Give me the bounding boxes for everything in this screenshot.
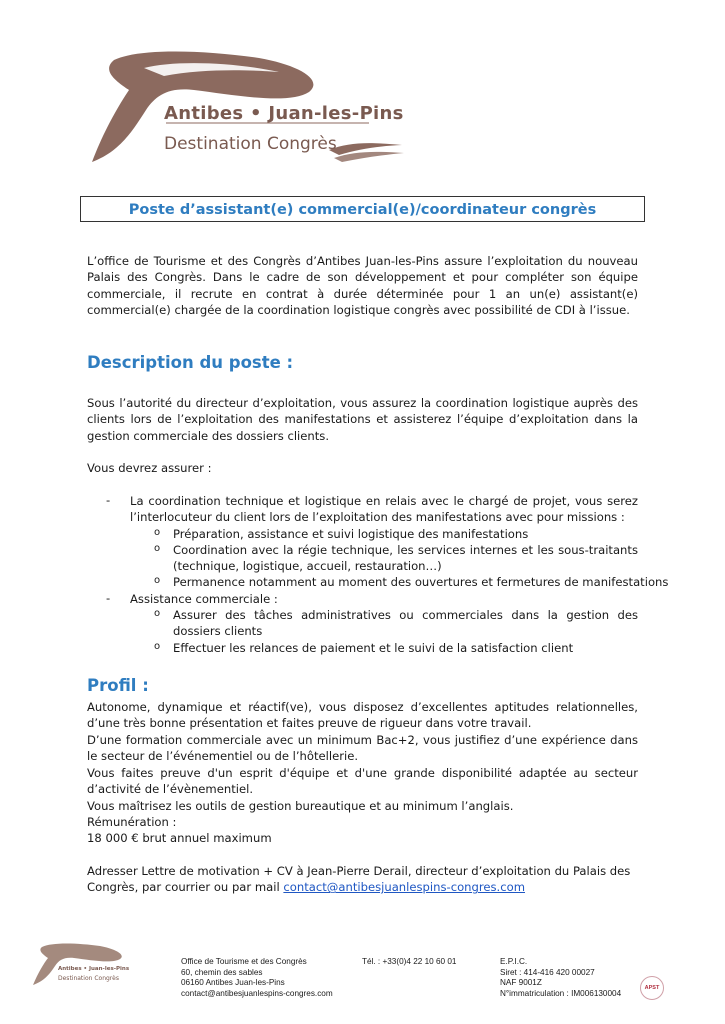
bullet-circle: o [154, 608, 161, 619]
intro-paragraph: L’office de Tourisme et des Congrès d’Antibes Juan-les-Pins assure l’exploitation du nouveau Palais des Congrès. Dans le cadre de son développement et pour compléter son équipe commerciale, il recrute en contrat à durée déterminée pour 1 an un(e) assistant(e) commercial(e) chargée de la coordination logistique congrès avec possibilité de CDI à l’issue. [87, 254, 638, 317]
apst-badge: APST [640, 976, 664, 1000]
footer-phone: Tél. : +33(0)4 22 10 60 01 [362, 957, 457, 966]
sub-list-item: Permanence notamment au moment des ouvertures et fermetures de manifestations [173, 575, 669, 589]
logo-line-1: Antibes • Juan-les-Pins [164, 103, 404, 124]
sub-list-item: Assurer des tâches administratives ou commerciales dans la gestion des dossiers clients [173, 608, 638, 639]
description-lead: Vous devrez assurer : [87, 461, 212, 475]
sub-list-item: Préparation, assistance et suivi logistique des manifestations [173, 527, 529, 541]
list-item: Assistance commerciale : [130, 592, 278, 606]
bullet-circle: o [154, 641, 161, 652]
footer-status: E.P.I.C. [500, 957, 528, 966]
salary-value: 18 000 € brut annuel maximum [87, 831, 272, 845]
list-item: La coordination technique et logistique en relais avec le chargé de projet, vous serez l’interlocuteur du client lors de l’exploitation des manifestations avec pour missions : [130, 494, 638, 525]
footer-immatriculation: N°immatriculation : IM006130004 [500, 988, 622, 998]
salary-label: Rémunération : [87, 815, 177, 829]
contact-email-link[interactable]: contact@antibesjuanlespins-congres.com [283, 880, 525, 895]
profil-line: Vous maîtrisez les outils de gestion bureautique et au minimum l’anglais. [87, 799, 514, 813]
contact-text: Adresser Lettre de motivation + CV à Jean-Pierre Derail, directeur d’exploitation du Palais des Congrès, par courrier ou par mail [87, 864, 631, 895]
footer-org: Office de Tourisme et des Congrès [181, 957, 307, 966]
sub-list-item: Coordination avec la régie technique, les services internes et les sous-traitants (technique, logistique, accueil, restauration…) [173, 543, 638, 574]
profil-line: Autonome, dynamique et réactif(ve), vous disposez d’excellentes aptitudes relationnelles, d’une très bonne présentation et faites preuve de rigueur dans votre travail. [87, 700, 638, 731]
footer-email: contact@antibesjuanlespins-congres.com [181, 988, 333, 998]
sub-list-item: Effectuer les relances de paiement et le suivi de la satisfaction client [173, 641, 574, 655]
description-paragraph: Sous l’autorité du directeur d’exploitation, vous assurez la coordination logistique auprès des clients lors de l’exploitation des manifestations et assisterez l’équipe d’exploitation dans la gestion commerciale des dossiers clients. [87, 396, 638, 443]
footer-logo [30, 943, 135, 988]
svg-text:Antibes • Juan-les-Pins: Antibes • Juan-les-Pins [58, 966, 130, 972]
description-heading: Description du poste : [87, 353, 294, 372]
job-title: Poste d’assistant(e) commercial(e)/coordinateur congrès [80, 196, 645, 222]
bullet-circle: o [154, 575, 161, 586]
profil-heading: Profil : [87, 676, 149, 695]
contact-paragraph [87, 863, 638, 896]
footer-siret: Siret : 414-416 420 00027 [500, 967, 595, 977]
bullet-dash: - [106, 591, 111, 605]
bullet-dash: - [106, 493, 111, 507]
footer-street: 60, chemin des sables [181, 967, 263, 977]
footer-naf: NAF 9001Z [500, 978, 542, 987]
svg-text:Destination Congrès: Destination Congrès [58, 975, 119, 982]
profil-line: Vous faites preuve d'un esprit d'équipe et d'une grande disponibilité adaptée au secteur d’activité de l’évènementiel. [87, 766, 638, 797]
footer-city: 06160 Antibes Juan-les-Pins [181, 978, 285, 987]
bullet-circle: o [154, 527, 161, 538]
bullet-circle: o [154, 543, 161, 554]
logo-line-2: Destination Congrès [164, 134, 337, 154]
profil-line: D’une formation commerciale avec un minimum Bac+2, vous justifiez d’une expérience dans le secteur de l’événementiel ou de l’hôtellerie. [87, 733, 638, 764]
